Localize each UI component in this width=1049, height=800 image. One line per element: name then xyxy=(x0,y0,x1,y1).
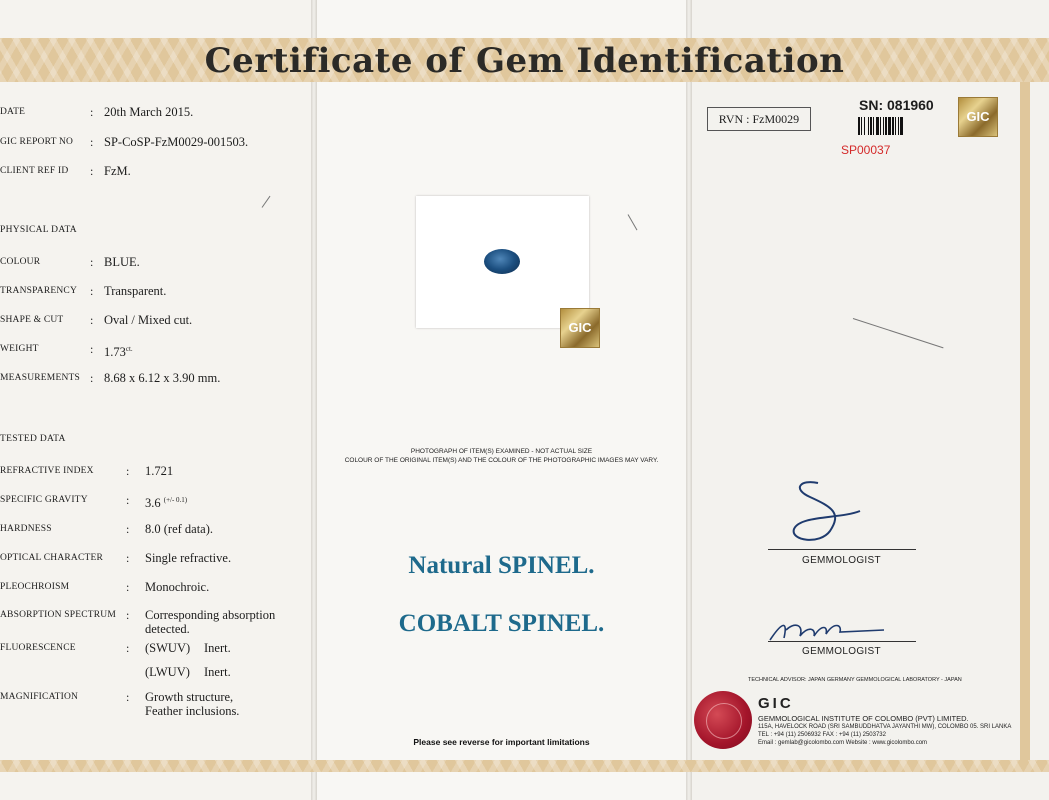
transparency-value: Transparent. xyxy=(104,284,167,298)
barcode-bar xyxy=(888,117,891,135)
lwuv-label: (LWUV) xyxy=(145,665,190,679)
gemmologist-title-1: GEMMOLOGIST xyxy=(802,555,881,566)
institute-address: 115A, HAVELOCK ROAD (SRI SAMBUDDHATVA JAYANTHI MW), COLOMBO 05. SRI LANKA xyxy=(758,724,1012,730)
middle-panel xyxy=(314,0,689,800)
hologram-sticker: GIC xyxy=(560,308,600,348)
wax-seal xyxy=(694,691,752,749)
magnification-label: MAGNIFICATION xyxy=(0,692,79,702)
pleochroism-label: PLEOCHROISM xyxy=(0,582,70,592)
date-value: 20th March 2015. xyxy=(104,105,194,119)
swuv-label: (SWUV) xyxy=(145,641,191,655)
absorption-spectrum-value-2: detected. xyxy=(145,622,190,636)
technical-advisor: TECHNICAL ADVISOR: JAPAN GERMANY GEMMOLOGICAL LABORATORY - JAPAN xyxy=(748,677,962,683)
side-band xyxy=(1020,82,1030,760)
result-identification: Natural SPINEL. xyxy=(408,552,595,579)
gem-image xyxy=(484,249,520,274)
weight-unit: ct. xyxy=(125,345,133,353)
specific-gravity-value: 3.6 $^{(+/- 0.1)}$ xyxy=(145,496,188,511)
barcode-bar xyxy=(900,117,903,135)
barcode-bar xyxy=(898,117,899,135)
client-ref-value: FzM. xyxy=(104,164,131,178)
barcode-bar xyxy=(870,117,872,135)
sp-number: SP00037 xyxy=(841,143,891,157)
limitations-note: Please see reverse for important limitations xyxy=(413,737,590,747)
barcode-bar xyxy=(892,117,894,135)
physical-data-heading: PHYSICAL DATA xyxy=(0,225,77,235)
photo-caption: PHOTOGRAPH OF ITEM(S) EXAMINED - NOT ACTUAL SIZE xyxy=(410,448,593,455)
barcode-bar xyxy=(868,117,869,135)
serial-number: SN: 081960 xyxy=(859,97,934,113)
shape-cut-value: Oval / Mixed cut. xyxy=(104,313,193,327)
barcode-bar xyxy=(883,117,884,135)
fold-line xyxy=(311,0,317,800)
optical-character-label: OPTICAL CHARACTER xyxy=(0,553,104,563)
hardness-value: 8.0 (ref data). xyxy=(145,522,214,536)
gic-report-value: SP-CoSP-FzM0029-001503. xyxy=(104,135,249,149)
tested-data-heading: TESTED DATA xyxy=(0,434,66,444)
hardness-label: HARDNESS xyxy=(0,524,52,534)
signature-line-2 xyxy=(768,641,916,642)
barcode-bar xyxy=(861,117,862,135)
barcode-bar xyxy=(864,117,865,135)
weight-label: WEIGHT xyxy=(0,344,39,354)
rvn-box: RVN : FzM0029 xyxy=(707,107,811,131)
gic-logo: GIC xyxy=(758,695,794,712)
colour-label: COLOUR xyxy=(0,257,41,267)
barcode-bar xyxy=(885,117,887,135)
magnification-value: Growth structure, xyxy=(145,690,234,704)
barcode-bar xyxy=(858,117,860,135)
certificate-title: Certificate of Gem Identification xyxy=(204,41,845,81)
fluorescence-label: FLUORESCENCE xyxy=(0,643,76,653)
barcode-bar xyxy=(873,117,874,135)
client-ref-label: CLIENT REF ID xyxy=(0,166,69,176)
measurements-value: 8.68 x 6.12 x 3.90 mm. xyxy=(104,371,221,385)
optical-character-value: Single refractive. xyxy=(145,551,232,565)
specific-gravity-label: SPECIFIC GRAVITY xyxy=(0,495,88,505)
barcode-bar xyxy=(880,117,881,135)
refractive-index-value: 1.721 xyxy=(145,464,174,478)
result-variety: COBALT SPINEL. xyxy=(398,610,605,637)
signature-line-1 xyxy=(768,549,916,550)
footer-band xyxy=(0,760,1049,772)
pleochroism-value: Monochroic. xyxy=(145,580,210,594)
measurements-label: MEASUREMENTS xyxy=(0,373,80,383)
barcode-bar xyxy=(895,117,896,135)
shape-cut-label: SHAPE & CUT xyxy=(0,315,64,325)
barcode-bar xyxy=(876,117,879,135)
signature-1 xyxy=(780,475,890,555)
institute-phone: TEL : +94 (11) 2506932 FAX : +94 (11) 2503732 xyxy=(758,732,886,738)
fold-line xyxy=(686,0,692,800)
gemmologist-title-2: GEMMOLOGIST xyxy=(802,646,881,657)
lwuv-value: Inert. xyxy=(204,665,231,679)
absorption-spectrum-label: ABSORPTION SPECTRUM xyxy=(0,610,116,620)
photo-caption-2: COLOUR OF THE ORIGINAL ITEM(S) AND THE COLOUR OF THE PHOTOGRAPHIC IMAGES MAY VARY. xyxy=(344,457,659,464)
hologram-sticker-top: GIC xyxy=(958,97,998,137)
institute-email: Email : gemlab@gicolombo.com Website : www.gicolombo.com xyxy=(758,740,928,746)
transparency-label: TRANSPARENCY xyxy=(0,286,78,296)
certificate: Certificate of Gem Identification DATE : 20th March 2015. GIC REPORT NO : SP-CoSP-FzM0029-001503. CLIENT REF ID : FzM. PHYSICAL DATA COLOUR : BLUE. TRANSPARENCY : Transparent. SHAPE & CUT : Oval / Mixed cut. WEIGHT : $1.73^{ct.}$ MEASUREMENTS : 8.68 x 6.12 x 3.90 mm. TESTED DATA REFRACTIVE INDEX : 1.721 SPECIFIC GRAVITY : 3.6 $^{(+/- 0.1)}$ HARDNESS : 8.0 (ref data). OPTICAL CHARACTER : Single refractive. PLEOCHROISM : Monochroic. ABSORPTION SPECTRUM : Corresponding absorption detected. FLUORESCENCE : (SWUV) Inert. (LWUV) Inert. MAGNIFICATION : Growth structure, Feather inclusions. GIC PHOTOGRAPH OF ITEM(S) EXAMINED - NOT ACTUAL SIZE COLOUR OF THE ORIGINAL ITEM(S) AND THE COLOUR OF THE PHOTOGRAPHIC IMAGES MAY VARY. Natural SPINEL. COBALT SPINEL. Please see reverse for important limitations RVN : FzM0029 SN: 081960 GIC SP00037 GEMMOLOGIST GEMMOLOGIST TECHNICAL ADVISOR: JAPAN GERMANY GEMMOLOGICAL LABORATORY - JAPAN GIC GEMMOLOGICAL INSTITUTE OF COLOMBO (PVT) LIMITED. 115A, HAVELOCK ROAD (SRI SAMBUDDHATVA JAYANTHI MW), COLOMBO 05. SRI LANKA TEL : +94 (11) 2506932 FAX : +94 (11) 2503732 Email : gemlab@gicolombo.com Website : www.gicolombo.com xyxy=(0,0,1049,800)
magnification-value-2: Feather inclusions. xyxy=(145,704,240,718)
date-label: DATE xyxy=(0,107,26,117)
absorption-spectrum-value: Corresponding absorption xyxy=(145,608,276,622)
specific-gravity-tolerance: (+/- 0.1) xyxy=(163,496,188,504)
colour-value: BLUE. xyxy=(104,255,140,269)
left-panel xyxy=(0,0,314,800)
swuv-value: Inert. xyxy=(204,641,231,655)
institute-name: GEMMOLOGICAL INSTITUTE OF COLOMBO (PVT) LIMITED. xyxy=(758,714,969,723)
barcode xyxy=(858,117,938,135)
weight-value: $1.73^{ct.}$ xyxy=(104,345,133,360)
gic-report-label: GIC REPORT NO xyxy=(0,137,74,147)
refractive-index-label: REFRACTIVE INDEX xyxy=(0,466,94,476)
